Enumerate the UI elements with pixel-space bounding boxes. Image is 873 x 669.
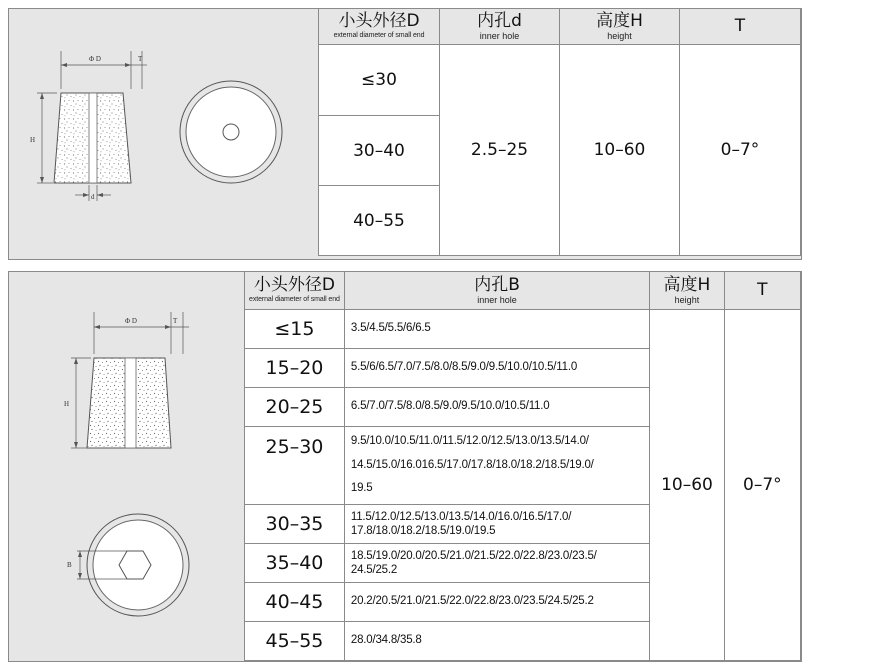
height-value: 10–60 (650, 310, 724, 661)
header-t: T (724, 272, 800, 310)
phi-d-label: Φ D (89, 55, 101, 63)
range-cell: 20–25 (245, 388, 345, 427)
d-label: d (91, 193, 95, 201)
range-cell: 40–45 (245, 583, 345, 622)
height-value: 10–60 (560, 45, 680, 256)
hole-list: 18.5/19.0/20.0/20.5/21.0/21.5/22.0/22.8/23.0/23.5/ 24.5/25.2 (344, 544, 649, 583)
range-cell: 30–40 (319, 116, 440, 186)
range-cell: 35–40 (245, 544, 345, 583)
b-label: B (67, 561, 72, 569)
spec-table-2 (244, 271, 801, 661)
h-label: H (30, 136, 36, 144)
wheel-drawing-1 (9, 9, 309, 259)
header-inner-hole: 内孔d inner hole (440, 9, 560, 45)
range-cell: 45–55 (245, 622, 345, 661)
t-value: 0–7° (680, 45, 801, 256)
header-small-end-diameter: 小头外径D external diameter of small end (245, 272, 345, 310)
t-label: T (173, 317, 178, 325)
wheel-drawing-2 (9, 272, 244, 661)
hole-list: 3.5/4.5/5.5/6/6.5 (344, 310, 649, 349)
header-height: 高度H height (650, 272, 724, 310)
h-label: H (64, 400, 70, 408)
t-label: T (138, 55, 143, 63)
range-cell: 25–30 (245, 427, 345, 505)
range-cell: 40–55 (319, 186, 440, 256)
range-cell: 30–35 (245, 505, 345, 544)
range-cell: 15–20 (245, 349, 345, 388)
spec-panel-2 (8, 271, 802, 662)
hole-list: 28.0/34.8/35.8 (344, 622, 649, 661)
range-cell: ≤15 (245, 310, 345, 349)
hole-list: 20.2/20.5/21.0/21.5/22.0/22.8/23.0/23.5/24.5/25.2 (344, 583, 649, 622)
hole-list: 9.5/10.0/10.5/11.0/11.5/12.0/12.5/13.0/13.5/14.0/ 14.5/15.0/16.016.5/17.0/17.8/18.0/18.2/18.5/19.0/ 19.5 (344, 427, 649, 505)
spec-table-1 (318, 8, 801, 256)
t-value: 0–7° (724, 310, 800, 661)
header-small-end-diameter: 小头外径D external diameter of small end (319, 9, 440, 45)
inner-hole-value: 2.5–25 (440, 45, 560, 256)
hole-list: 5.5/6/6.5/7.0/7.5/8.0/8.5/9.0/9.5/10.0/10.5/11.0 (344, 349, 649, 388)
hole-list: 6.5/7.0/7.5/8.0/8.5/9.0/9.5/10.0/10.5/11.0 (344, 388, 649, 427)
header-height: 高度H height (560, 9, 680, 45)
spec-panel-1 (8, 8, 802, 260)
phi-d-label: Φ D (125, 317, 137, 325)
header-inner-hole: 内孔B inner hole (344, 272, 649, 310)
hole-list: 11.5/12.0/12.5/13.0/13.5/14.0/16.0/16.5/17.0/ 17.8/18.0/18.2/18.5/19.0/19.5 (344, 505, 649, 544)
header-t: T (680, 9, 801, 45)
range-cell: ≤30 (319, 45, 440, 116)
